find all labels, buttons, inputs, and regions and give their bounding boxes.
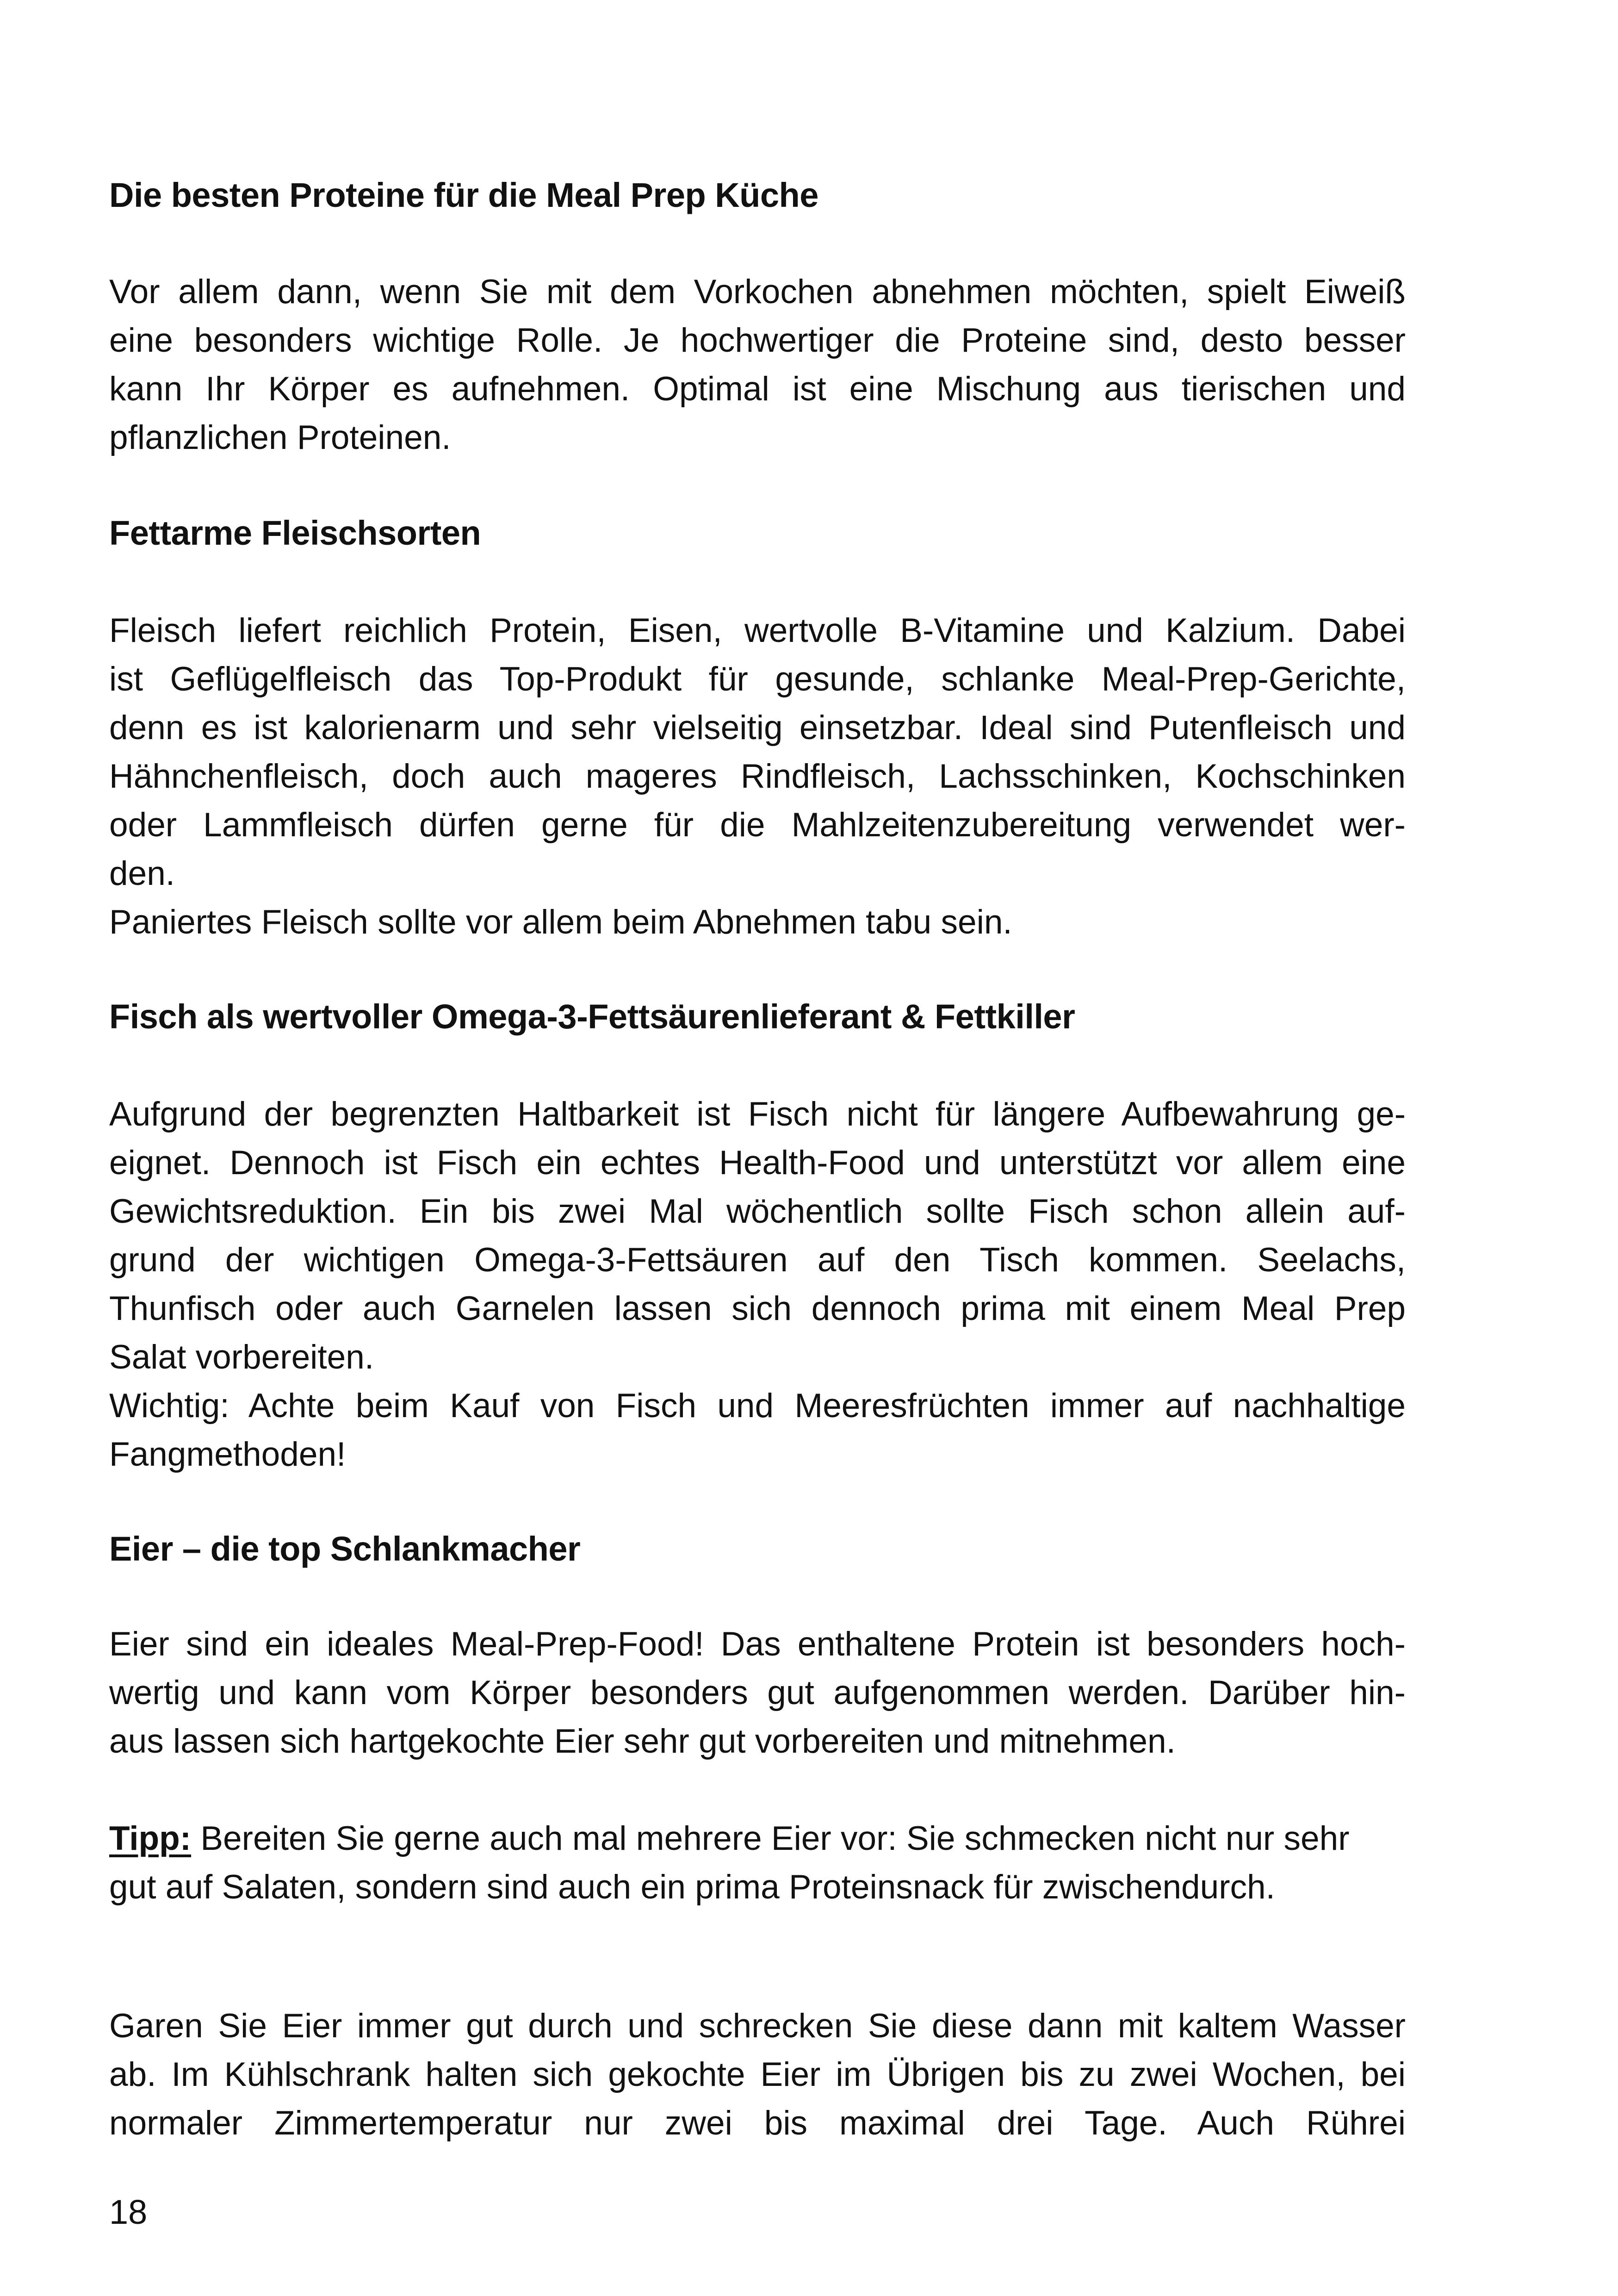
- section-heading: Fisch als wertvoller Omega-3-Fettsäurenlieferant & Fettkiller: [109, 997, 1075, 1036]
- tip-text: Bereiten Sie gerne auch mal mehrere Eier vor: Sie schmecken nicht nur sehr: [200, 1820, 1350, 1857]
- text-line: ist Geflügelfleisch das Top-Produkt für gesunde, schlanke Meal-Prep-Gerichte,: [109, 660, 1406, 698]
- text-line: aus lassen sich hartgekochte Eier sehr gut vorbereiten und mitnehmen.: [109, 1723, 1176, 1760]
- tip-label: Tipp:: [109, 1820, 192, 1857]
- text-line: [109, 1814, 1406, 1863]
- section-heading: Fettarme Fleischsorten: [109, 514, 481, 552]
- text-line: Gewichtsreduktion. Ein bis zwei Mal wöchentlich sollte Fisch schon allein auf-: [109, 1193, 1406, 1230]
- text-line: Eier sind ein ideales Meal-Prep-Food! Das enthaltene Protein ist besonders hoch-: [109, 1625, 1406, 1663]
- tip-box: [109, 1814, 1406, 1911]
- tip-paragraph: [109, 1814, 1406, 1911]
- section-proteins-body: [109, 268, 1406, 462]
- closing-paragraph: [109, 2002, 1406, 2147]
- text-line: wertig und kann vom Körper besonders gut aufgenommen werden. Darüber hin-: [109, 1674, 1406, 1711]
- text-line: Garen Sie Eier immer gut durch und schrecken Sie diese dann mit kaltem Wasser: [109, 2007, 1406, 2045]
- text-line: ab. Im Kühlschrank halten sich gekochte Eier im Übrigen bis zu zwei Wochen, bei: [109, 2056, 1406, 2093]
- section-proteins: [109, 171, 1406, 219]
- text-line: Vor allem dann, wenn Sie mit dem Vorkochen abnehmen möchten, spielt Eiweiß: [109, 273, 1406, 311]
- section-meat-body: [109, 606, 1406, 946]
- section-heading: Eier – die top Schlankmacher: [109, 1530, 581, 1568]
- paragraph: [109, 606, 1406, 946]
- text-line: Wichtig: Achte beim Kauf von Fisch und Meeresfrüchten immer auf nachhaltige: [109, 1387, 1406, 1425]
- text-line: gut auf Salaten, sondern sind auch ein prima Proteinsnack für zwischendurch.: [109, 1868, 1275, 1906]
- section-heading: Die besten Proteine für die Meal Prep Küche: [109, 176, 818, 214]
- paragraph: [109, 2002, 1406, 2147]
- paragraph: [109, 1620, 1406, 1766]
- text-line: eine besonders wichtige Rolle. Je hochwertiger die Proteine sind, desto besser: [109, 322, 1406, 359]
- text-line: denn es ist kalorienarm und sehr vielseitig einsetzbar. Ideal sind Putenfleisch und: [109, 709, 1406, 747]
- text-line: Paniertes Fleisch sollte vor allem beim Abnehmen tabu sein.: [109, 903, 1012, 941]
- text-line: oder Lammfleisch dürfen gerne für die Mahlzeitenzubereitung verwendet wer-: [109, 806, 1406, 844]
- text-line: grund der wichtigen Omega-3-Fettsäuren auf den Tisch kommen. Seelachs,: [109, 1241, 1406, 1279]
- section-eggs-body: [109, 1620, 1406, 1766]
- section-meat: [109, 509, 1406, 557]
- text-line: Salat vorbereiten.: [109, 1338, 374, 1376]
- section-fish: [109, 993, 1406, 1041]
- text-line: Fleisch liefert reichlich Protein, Eisen, wertvolle B-Vitamine und Kalzium. Dabei: [109, 612, 1406, 649]
- text-line: den.: [109, 855, 175, 892]
- section-eggs: [109, 1525, 1406, 1573]
- paragraph: [109, 268, 1406, 462]
- text-line: Aufgrund der begrenzten Haltbarkeit ist Fisch nicht für längere Aufbewahrung ge-: [109, 1095, 1406, 1133]
- text-line: pflanzlichen Proteinen.: [109, 419, 451, 456]
- text-line: eignet. Dennoch ist Fisch ein echtes Health-Food und unterstützt vor allem eine: [109, 1144, 1406, 1182]
- text-line: Hähnchenfleisch, doch auch mageres Rindfleisch, Lachsschinken, Kochschinken: [109, 758, 1406, 795]
- paragraph: [109, 1090, 1406, 1479]
- text-line: kann Ihr Körper es aufnehmen. Optimal ist eine Mischung aus tierischen und: [109, 370, 1406, 408]
- text-line: Fangmethoden!: [109, 1436, 346, 1473]
- page-number: 18: [109, 2193, 148, 2231]
- text-line: normaler Zimmertemperatur nur zwei bis maximal drei Tage. Auch Rührei: [109, 2104, 1406, 2142]
- section-fish-body: [109, 1090, 1406, 1479]
- text-line: Thunfisch oder auch Garnelen lassen sich dennoch prima mit einem Meal Prep: [109, 1290, 1406, 1327]
